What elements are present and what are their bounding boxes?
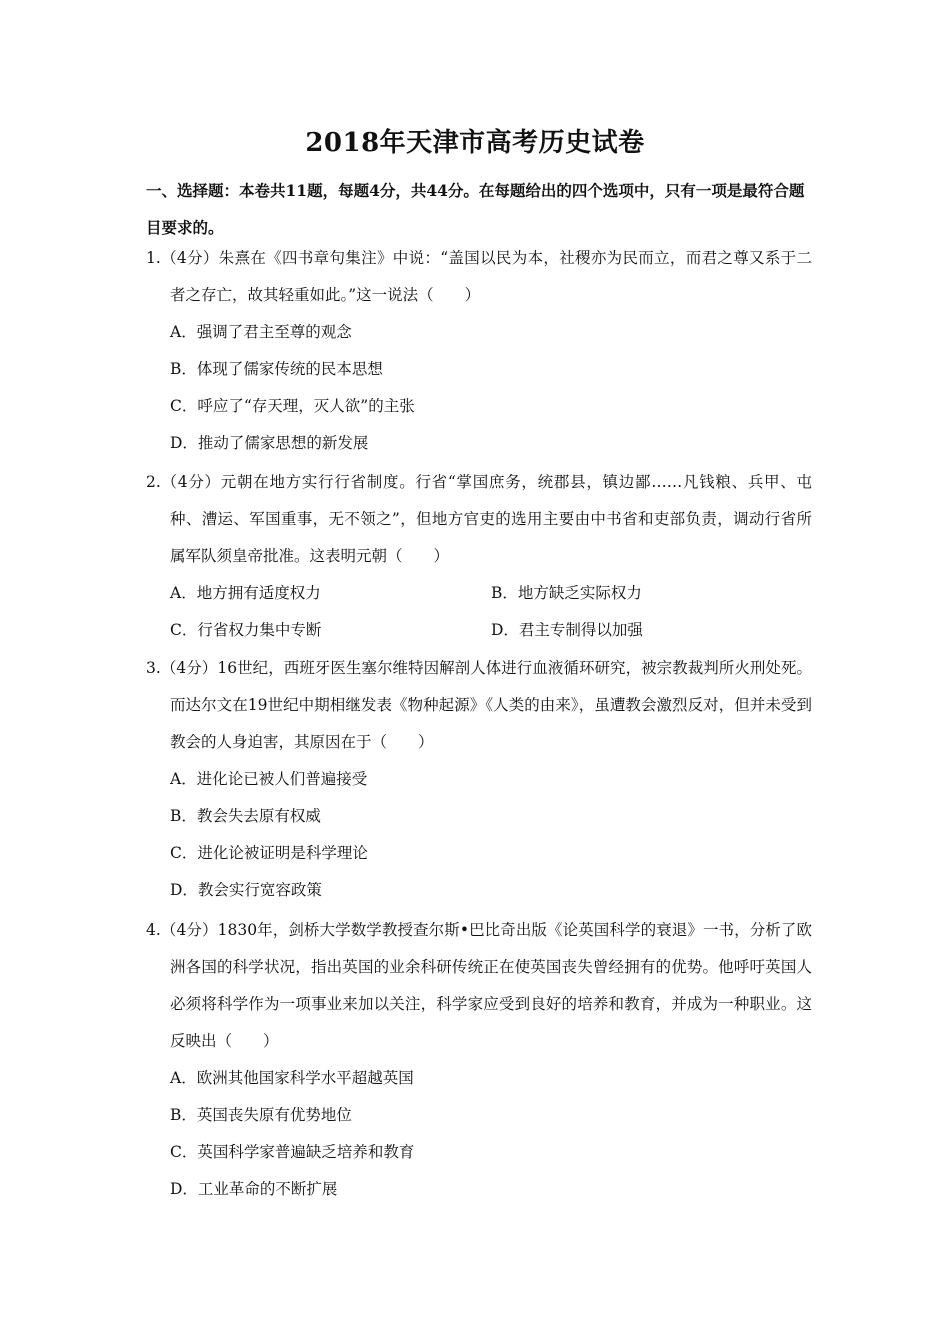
question-number: 3. [146,659,161,677]
question-stem [146,464,812,575]
option-d: D．教会实行宽容政策 [170,881,322,899]
question-text: （4分）朱熹在《四书章句集注》中说：“盖国以民为本，社稷亦为民而立，而君之尊又系于二者之存亡，故其轻重如此。”这一说法（ ） [160,249,812,304]
option-a: A．强调了君主至尊的观念 [170,323,352,341]
option-d: D．君主专制得以加强 [491,621,643,639]
question-number: 2. [146,473,161,491]
question-4 [146,912,812,1208]
question-text: （4分）元朝在地方实行行省制度。行省“掌国庶务，统郡县，镇边鄙……凡钱粮、兵甲、屯种、漕运、军国重事，无不领之”，但地方官吏的选用主要由中书省和吏部负责，调动行省所属军队须皇帝批准。这表明元朝（ ） [160,473,812,565]
option-c: C．呼应了“存天理，灭人欲”的主张 [170,397,415,415]
option-d: D．工业革命的不断扩展 [170,1180,338,1198]
option-b: B．教会失去原有权威 [170,807,321,825]
question-text: （4分）1830年，剑桥大学数学教授查尔斯•巴比奇出版《论英国科学的衰退》一书，分析了欧洲各国的科学状况，指出英国的业余科研传统正在使英国丧失曾经拥有的优势。他呼吁英国人必须将科学作为一项事业来加以关注，科学家应受到良好的培养和教育，并成为一种职业。这反映出（ ） [160,921,812,1050]
question-stem [146,650,812,761]
question-number: 1. [146,249,161,267]
page-title: 2018年天津市高考历史试卷 [305,128,645,158]
question-2 [146,464,812,649]
question-1 [146,240,812,462]
option-b: B．地方缺乏实际权力 [491,584,642,602]
option-c: C．行省权力集中专断 [170,621,322,639]
question-stem [146,240,812,314]
option-c: C．英国科学家普遍缺乏培养和教育 [170,1143,415,1161]
option-row [146,612,812,649]
option-b: B．英国丧失原有优势地位 [170,1106,352,1124]
question-number: 4. [146,921,161,939]
question-text: （4分）16世纪，西班牙医生塞尔维特因解剖人体进行血液循环研究，被宗教裁判所火刑处死。而达尔文在19世纪中期相继发表《物种起源》《人类的由来》，虽遭教会激烈反对，但并未受到教会的人身迫害，其原因在于（ ） [160,659,812,751]
option-b: B．体现了儒家传统的民本思想 [170,360,383,378]
option-a: A．进化论已被人们普遍接受 [170,770,368,788]
option-a: A．欧洲其他国家科学水平超越英国 [170,1069,414,1087]
option-a: A．地方拥有适度权力 [170,584,321,602]
section-heading: 一、选择题：本卷共11题，每题4分，共44分。在每题给出的四个选项中，只有一项是最符合题目要求的。 [146,181,805,237]
question-3 [146,650,812,909]
question-stem [146,912,812,1060]
option-c: C．进化论被证明是科学理论 [170,844,368,862]
option-d: D．推动了儒家思想的新发展 [170,434,369,452]
option-row [146,575,812,612]
